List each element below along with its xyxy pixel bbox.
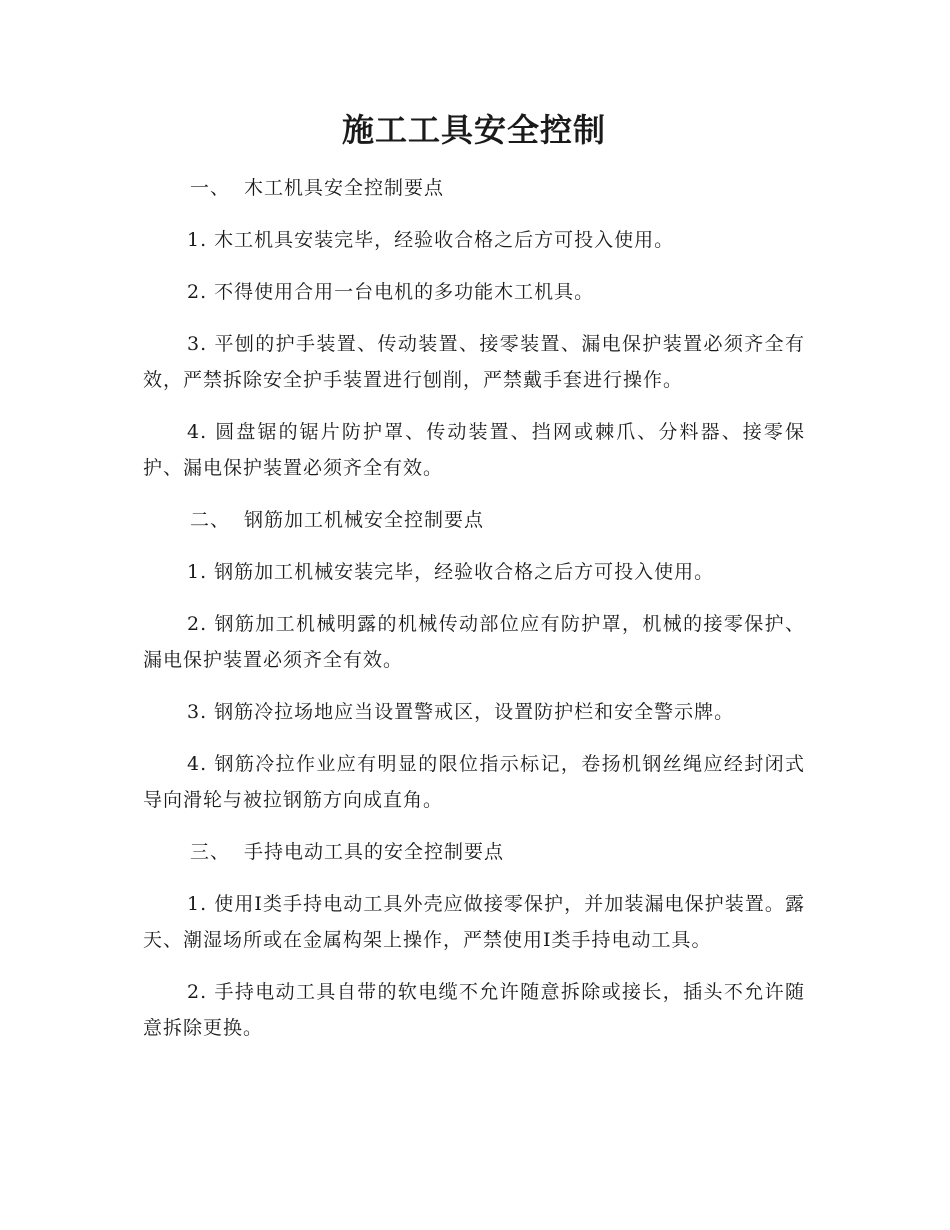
- list-item: 1. 木工机具安装完毕，经验收合格之后方可投入使用。: [187, 229, 675, 251]
- list-item: 4. 钢筋冷拉作业应有明显的限位指示标记，卷扬机钢丝绳应经封闭式导向滑轮与被拉钢筋方向成直角。: [143, 753, 805, 811]
- list-item: 4. 圆盘锯的锯片防护罩、传动装置、挡网或棘爪、分料器、接零保护、漏电保护装置必须齐全有效。: [143, 421, 805, 479]
- section-number: 一、: [190, 177, 231, 199]
- section-heading: [143, 170, 805, 206]
- document-title: 施工工具安全控制: [341, 111, 606, 149]
- list-item: 2. 不得使用合用一台电机的多功能木工机具。: [187, 281, 595, 303]
- section-number: 三、: [190, 841, 231, 863]
- section-heading: [143, 834, 805, 870]
- list-item: 2. 钢筋加工机械明露的机械传动部位应有防护罩，机械的接零保护、漏电保护装置必须齐全有效。: [143, 613, 805, 671]
- list-item: 3. 平刨的护手装置、传动装置、接零装置、漏电保护装置必须齐全有效，严禁拆除安全护手装置进行刨削，严禁戴手套进行操作。: [143, 333, 805, 391]
- list-item: 2. 手持电动工具自带的软电缆不允许随意拆除或接长，插头不允许随意拆除更换。: [143, 981, 805, 1039]
- section-heading-text: 钢筋加工机械安全控制要点: [244, 509, 485, 531]
- list-item: 1. 使用Ⅰ类手持电动工具外壳应做接零保护，并加装漏电保护装置。露天、潮湿场所或在金属构架上操作，严禁使用Ⅰ类手持电动工具。: [143, 893, 805, 951]
- section-heading-text: 木工机具安全控制要点: [244, 177, 445, 199]
- list-item: 3. 钢筋冷拉场地应当设置警戒区，设置防护栏和安全警示牌。: [187, 701, 735, 723]
- list-item: 1. 钢筋加工机械安装完毕，经验收合格之后方可投入使用。: [187, 561, 715, 583]
- section-heading: [143, 502, 805, 538]
- section-heading-text: 手持电动工具的安全控制要点: [244, 841, 505, 863]
- section-number: 二、: [190, 509, 231, 531]
